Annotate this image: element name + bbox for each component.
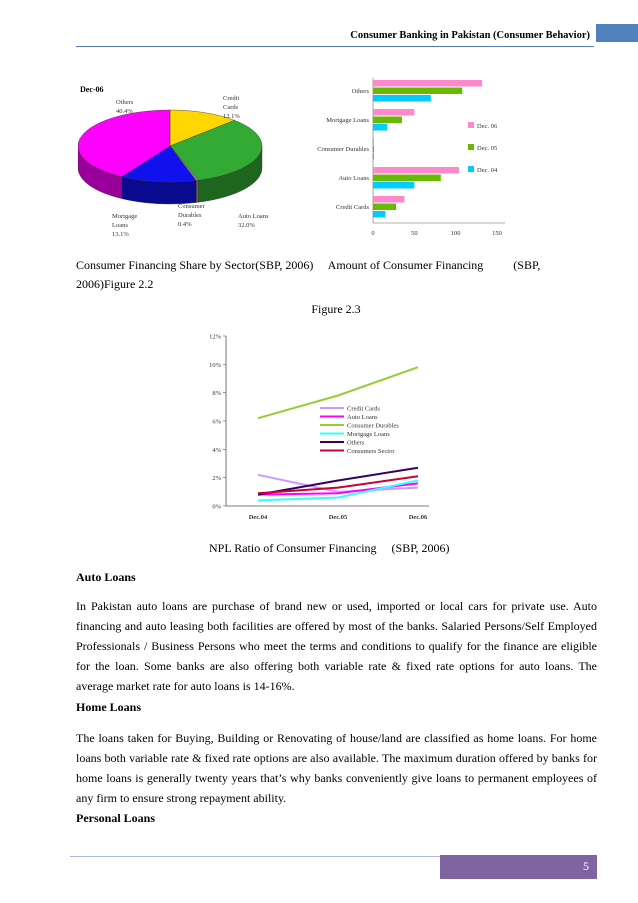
bar-dec-04	[373, 95, 431, 102]
bar-x-tick-label: 50	[411, 230, 418, 237]
line-x-tick-label: Dec.06	[408, 514, 428, 521]
line-y-tick-label: 8%	[212, 390, 221, 398]
running-header: Consumer Banking in Pakistan (Consumer Behavior)	[350, 30, 590, 41]
bar-dec-04	[373, 153, 374, 160]
auto-loans-heading: Auto Loans	[76, 570, 136, 584]
bar-legend-swatch	[468, 122, 474, 128]
pie-chart-svg	[78, 80, 288, 250]
line-y-tick-label: 12%	[209, 333, 221, 341]
line-y-tick-label: 4%	[212, 446, 221, 454]
bar-dec-06	[373, 109, 414, 116]
bar-chart-svg	[300, 72, 530, 247]
figure-2-3-label: Figure 2.3	[311, 302, 361, 316]
pie-category-label: Others	[116, 99, 134, 106]
line-x-tick-label: Dec.05	[328, 514, 348, 521]
bar-dec-05	[373, 175, 441, 182]
figure-2-2-caption	[76, 256, 596, 294]
npl-line-chart	[196, 326, 436, 526]
page-number: 5	[440, 855, 597, 879]
pie-value-label: 12.1%	[223, 113, 240, 120]
line-y-tick-label: 0%	[212, 503, 221, 511]
bar-dec-05	[373, 117, 402, 124]
line-legend-label: Consumer Durables	[347, 422, 399, 430]
bar-dec-06	[373, 138, 374, 145]
pie-category-label: Durables	[178, 212, 202, 219]
bar-x-tick-label: 0	[371, 230, 375, 237]
pie-value-label: 13.1%	[112, 231, 129, 238]
pie-value-label: 40.4%	[116, 108, 133, 115]
bar-category-label: Credit Cards	[335, 204, 369, 211]
home-loans-text: The loans taken for Buying, Building or Renovating of house/land are classified as home loans. For home loans both variable rate & fixed rate options are also available. The maximum duration offered by banks for home loans is generally twenty years that’s why banks conveniently give loans to permanent employees of any firm to ensure strong repayment ability.	[76, 731, 597, 805]
home-loans-heading: Home Loans	[76, 700, 142, 714]
bar-dec-06	[373, 80, 482, 87]
auto-loans-text: In Pakistan auto loans are purchase of brand new or used, imported or local cars for private use. Auto financing and auto leasing both facilities are offered by most of the banks. Salaried Persons/Self Employed Professionals / Business Persons who meet the terms and conditions to qualify for the finance are eligible for the loan. Some banks are also offering both variable rate & fixed rate options for auto loans. The average market rate for auto loans is 14-16%.	[76, 599, 597, 693]
bar-category-label: Others	[351, 88, 369, 95]
bar-x-tick-label: 100	[450, 230, 461, 237]
line-legend-label: Others	[347, 439, 365, 447]
pie-value-label: 0.4%	[178, 221, 192, 228]
pie-category-label: Auto Loans	[238, 213, 269, 220]
bar-legend-label: Dec. 04	[477, 167, 498, 174]
bar-dec-05	[373, 146, 374, 153]
bar-legend-label: Dec. 06	[477, 123, 498, 130]
bar-legend-label: Dec. 05	[477, 145, 498, 152]
line-legend-label: Consumers Sector	[347, 448, 395, 455]
line-legend-label: Credit Cards	[347, 405, 381, 413]
bar-category-label: Mortgage Loans	[326, 117, 369, 124]
line-chart-svg	[196, 326, 436, 526]
bar-category-label: Auto Loans	[338, 175, 369, 182]
pie-category-label: Credit	[223, 95, 240, 102]
bar-x-tick-label: 150	[492, 230, 502, 237]
line-series-consumer-durables	[258, 367, 418, 418]
bar-chart	[300, 72, 530, 247]
pie-category-label: Mortgage	[112, 213, 138, 220]
line-y-tick-label: 2%	[212, 475, 221, 483]
npl-caption: NPL Ratio of Consumer Financing (SBP, 2006)	[209, 541, 450, 555]
pie-value-label: 32.0%	[238, 222, 255, 229]
pie-category-label: Consumer	[178, 203, 205, 210]
line-series-credit-cards	[258, 475, 418, 492]
pie-title: Dec-06	[80, 85, 104, 94]
bar-dec-06	[373, 167, 459, 174]
pie-category-label: Loans	[112, 222, 128, 229]
bar-category-label: Consumer Durables	[317, 146, 369, 153]
line-x-tick-label: Dec.04	[248, 514, 268, 521]
line-y-tick-label: 6%	[212, 418, 221, 426]
bar-dec-05	[373, 204, 396, 211]
pie-category-label: Cards	[223, 104, 239, 111]
line-legend-label: Auto Loans	[347, 414, 378, 421]
line-y-tick-label: 10%	[209, 361, 221, 369]
caption-line-2: 2006)Figure 2.2	[76, 277, 154, 291]
bar-dec-06	[373, 196, 404, 203]
pie-chart	[78, 80, 288, 250]
bar-dec-04	[373, 124, 387, 131]
line-legend-label: Mortgage Loans	[347, 431, 390, 438]
bar-dec-04	[373, 211, 385, 218]
bar-legend-swatch	[468, 166, 474, 172]
personal-loans-heading: Personal Loans	[76, 811, 156, 825]
bar-dec-05	[373, 88, 462, 95]
caption-line-1: Consumer Financing Share by Sector(SBP, 2006) Amount of Consumer Financing (SBP,	[76, 258, 541, 272]
pie-side-consumer-durables	[196, 180, 198, 202]
bar-dec-04	[373, 182, 414, 189]
header-accent-bar	[596, 24, 638, 42]
bar-legend-swatch	[468, 144, 474, 150]
header-rule	[76, 46, 594, 47]
